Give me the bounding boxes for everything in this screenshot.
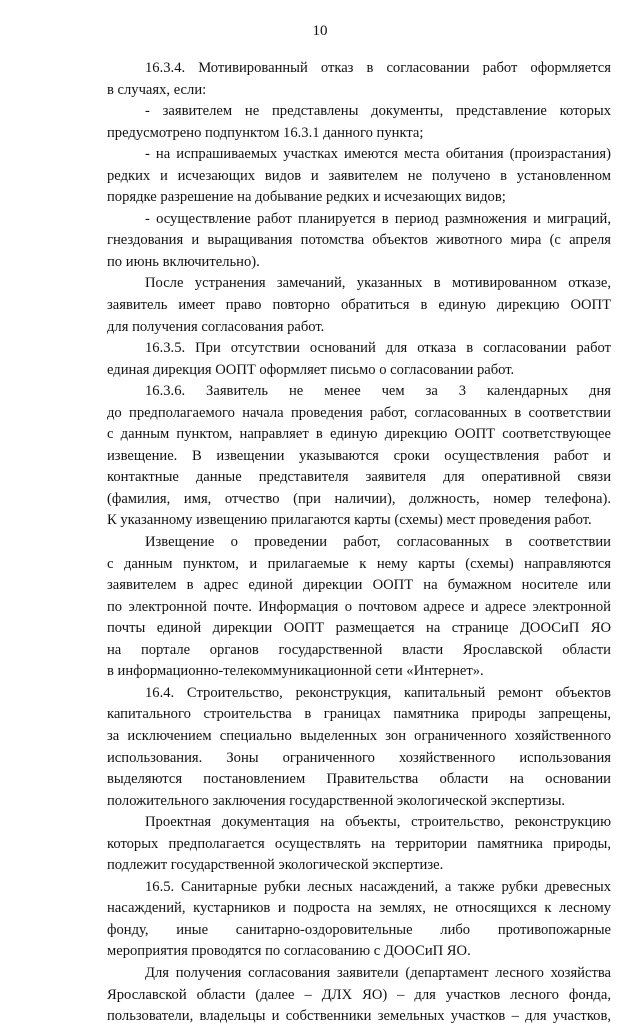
text-line: 16.5. Санитарные рубки лесных насаждений, а также рубки древесных	[145, 878, 611, 895]
text-line: Извещение о проведении работ, согласованных в соответствии	[145, 534, 611, 551]
text-line: порядке разрешение на добывание редких и исчезающих видов;	[107, 189, 506, 206]
text-line: до предполагаемого начала проведения работ, согласованных в соответствии	[107, 404, 611, 421]
text-line: по электронной почте. Информация о почтовом адресе и адресе электронной	[107, 598, 611, 615]
text-line: Проектная документация на объекты, строительство, реконструкцию	[145, 814, 611, 831]
text-line: которых предполагается осуществлять на территории памятника природы,	[107, 835, 611, 852]
text-line: редких и исчезающих видов и заявителем не получено в установленном	[107, 167, 611, 184]
text-line: (фамилия, имя, отчество (при наличии), должность, номер телефона).	[107, 490, 611, 507]
text-line: использования. Зоны ограниченного хозяйственного использования	[107, 749, 611, 766]
document-body	[107, 58, 611, 1028]
text-line: контактные данные представителя заявителя для оперативной связи	[107, 469, 611, 486]
text-line: пользователи, владельцы и собственники земельных участков – для участков,	[107, 1008, 611, 1025]
text-line: в информационно-телекоммуникационной сети «Интернет».	[107, 663, 484, 680]
text-line: капитального строительства в границах памятника природы запрещены,	[107, 706, 611, 723]
text-line: 16.3.5. При отсутствии оснований для отказа в согласовании работ	[145, 340, 611, 357]
text-line: Ярославской области (далее – ДЛХ ЯО) – для участков лесного фонда,	[107, 986, 611, 1003]
text-line: за исключением специально выделенных зон ограниченного хозяйственного	[107, 727, 611, 744]
text-line: - на испрашиваемых участках имеются места обитания (произрастания)	[145, 146, 611, 163]
text-line: Для получения согласования заявители (департамент лесного хозяйства	[145, 964, 611, 981]
text-line: - заявителем не представлены документы, представление которых	[145, 103, 611, 120]
text-line: К указанному извещению прилагаются карты (схемы) мест проведения работ.	[107, 512, 592, 529]
text-line: по июнь включительно).	[107, 253, 260, 270]
text-line: 16.3.6. Заявитель не менее чем за 3 календарных дня	[145, 383, 611, 400]
text-line: выделяются постановлением Правительства области на основании	[107, 771, 611, 788]
text-line: положительного заключения государственной экологической экспертизы.	[107, 792, 566, 809]
text-line: После устранения замечаний, указанных в мотивированном отказе,	[145, 275, 611, 292]
text-line: заявителем в адрес единой дирекции ООПТ на бумажном носителе или	[107, 577, 611, 594]
text-line: предусмотрено подпунктом 16.3.1 данного пункта;	[107, 124, 424, 141]
text-line: мероприятия проводятся по согласованию с ДООСиП ЯО.	[107, 943, 471, 960]
text-line: заявитель имеет право повторно обратиться в единую дирекцию ООПТ	[107, 297, 611, 314]
text-line: для получения согласования работ.	[107, 318, 325, 335]
text-line: фонду, иные санитарно-оздоровительные либо противопожарные	[107, 921, 611, 938]
text-line: единая дирекция ООПТ оформляет письмо о согласовании работ.	[107, 361, 515, 378]
text-line: почты единой дирекции ООПТ размещается на странице ДООСиП ЯО	[107, 620, 611, 637]
text-line: с данным пунктом, и прилагаемые к нему карты (схемы) направляются	[107, 555, 611, 572]
text-line: 16.4. Строительство, реконструкция, капитальный ремонт объектов	[145, 684, 611, 701]
text-line: извещение. В извещении указываются сроки осуществления работ и	[107, 447, 611, 464]
text-line: подлежит государственной экологической экспертизе.	[107, 857, 444, 874]
text-line: с данным пунктом, направляет в единую дирекцию ООПТ соответствующее	[107, 426, 611, 443]
text-line: гнездования и выращивания потомства объектов животного мира (с апреля	[107, 232, 611, 249]
text-line: - осуществление работ планируется в период размножения и миграций,	[145, 210, 611, 227]
text-line: насаждений, кустарников и подроста на землях, не относящихся к лесному	[107, 900, 611, 917]
text-line: 16.3.4. Мотивированный отказ в согласовании работ оформляется	[145, 60, 611, 76]
page-number: 10	[312, 23, 328, 39]
text-line: на портале органов государственной власти Ярославской области	[107, 641, 611, 658]
text-line: в случаях, если:	[107, 81, 207, 98]
